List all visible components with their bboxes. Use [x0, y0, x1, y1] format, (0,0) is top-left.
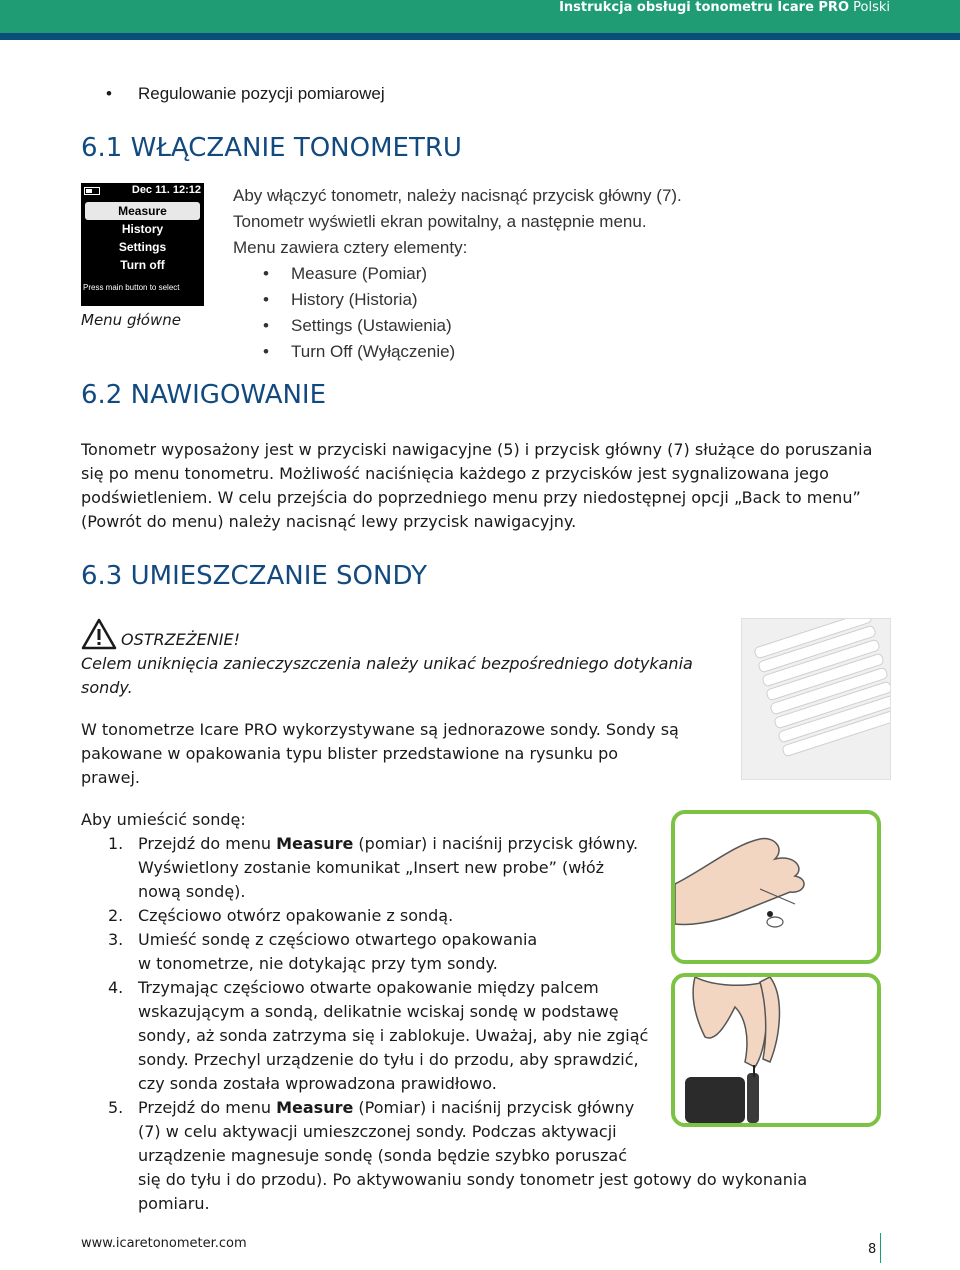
- list-item: • Turn Off (Wyłączenie): [233, 339, 682, 365]
- device-menu-item: Settings: [118, 240, 167, 254]
- step-number: 4.: [108, 978, 124, 997]
- warning-label: OSTRZEŻENIE!: [121, 630, 240, 649]
- hand-illustration-1: [675, 814, 877, 960]
- page-number: 8: [868, 1242, 877, 1257]
- section-6-2-heading: 6.2 NAWIGOWANIE: [81, 380, 327, 410]
- header-stripe: [0, 33, 960, 40]
- step-number: 1.: [108, 834, 124, 853]
- footer-url[interactable]: www.icaretonometer.com: [81, 1236, 247, 1251]
- step-number: 5.: [108, 1098, 124, 1117]
- step-line: nową sondę).: [138, 882, 246, 901]
- top-bullet: [108, 84, 385, 104]
- section-6-2-text: [81, 438, 872, 534]
- list-item: • Settings (Ustawienia): [233, 313, 682, 339]
- step-line: sondy. Przechyl urządzenie do tyłu i do przodu, aby sprawdzić,: [138, 1050, 639, 1069]
- paragraph-line: podświetleniem. W celu przejścia do poprzedniego menu przy niedostępnej opcji „Back to menu”: [81, 488, 861, 507]
- step-line: Trzymając częściowo otwarte opakowanie między palcem: [138, 978, 599, 997]
- top-bullet-text: Regulowanie pozycji pomiarowej: [138, 84, 385, 103]
- list-item: • History (Historia): [233, 287, 682, 313]
- paragraph-line: pakowane w opakowania typu blister przedstawione na rysunku po: [81, 744, 619, 763]
- hand-opening-package-image: [671, 810, 881, 964]
- step-line: pomiaru.: [138, 1194, 210, 1213]
- device-hint: Press main button to select: [83, 283, 180, 292]
- hand-illustration-2: [675, 977, 877, 1123]
- header-title: [559, 0, 890, 16]
- battery-icon: [84, 187, 100, 195]
- step-line: Wyświetlony zostanie komunikat „Insert new probe” (włóż: [138, 858, 605, 877]
- device-screen-image: [81, 183, 204, 306]
- device-menu-item: Turn off: [120, 258, 165, 272]
- hand-inserting-probe-image: [671, 973, 881, 1127]
- step-line: w tonometrze, nie dotykając przy tym sondy.: [138, 954, 498, 973]
- step-number: 2.: [108, 906, 124, 925]
- step-number: 3.: [108, 930, 124, 949]
- step-line: się do tyłu i do przodu). Po aktywowaniu sondy tonometr jest gotowy do wykonania: [138, 1170, 808, 1189]
- warning-text: [81, 652, 701, 700]
- blister-pack-image: [741, 618, 891, 780]
- paragraph-line: (Powrót do menu) należy nacisnąć lewy przycisk nawigacyjny.: [81, 512, 577, 531]
- step-line: Częściowo otwórz opakowanie z sondą.: [138, 906, 454, 925]
- step-line: urządzenie magnesuje sondę (sonda będzie szybko poruszać: [138, 1146, 627, 1165]
- device-menu: [83, 202, 202, 274]
- step-line: wskazującym a sondą, delikatnie wciskaj sondę w podstawę: [138, 1002, 619, 1021]
- intro-line: Tonometr wyświetli ekran powitalny, a następnie menu.: [233, 212, 647, 231]
- paragraph-line: W tonometrze Icare PRO wykorzystywane są jednorazowe sondy. Sondy są: [81, 720, 679, 739]
- step-line: Przejdź do menu Measure (pomiar) i naciśnij przycisk główny.: [138, 834, 639, 853]
- step-line: Umieść sondę z częściowo otwartego opakowania: [138, 930, 538, 949]
- list-item: • Measure (Pomiar): [233, 261, 682, 287]
- image-caption: Menu główne: [81, 311, 181, 329]
- steps-intro: Aby umieścić sondę:: [81, 810, 246, 829]
- step-line: Przejdź do menu Measure (Pomiar) i naciśnij przycisk główny: [138, 1098, 635, 1117]
- intro-line: Aby włączyć tonometr, należy nacisnąć przycisk główny (7).: [233, 186, 682, 205]
- paragraph-line: Tonometr wyposażony jest w przyciski nawigacyjne (5) i przycisk główny (7) służące do poruszania: [81, 440, 873, 459]
- footer-divider: [880, 1233, 881, 1263]
- paragraph-line: prawej.: [81, 768, 140, 787]
- warning-line: Celem uniknięcia zanieczyszczenia należy unikać bezpośredniego dotykania: [81, 654, 693, 673]
- step-line: sondy, aż sonda zatrzyma się i zablokuje. Uważaj, aby nie zgiąć: [138, 1026, 649, 1045]
- menu-items-list: [233, 261, 682, 365]
- device-date: Dec 11. 12:12: [131, 184, 201, 196]
- step-line: czy sonda została wprowadzona prawidłowo.: [138, 1074, 497, 1093]
- section-6-1-text: [233, 183, 682, 365]
- header-title-lang: Polski: [853, 0, 890, 15]
- warning-line: sondy.: [81, 678, 133, 697]
- warning-icon: [81, 618, 117, 650]
- device-menu-item: Measure: [85, 202, 200, 220]
- header-title-main: Instrukcja obsługi tonometru Icare PRO: [559, 0, 849, 15]
- step-line: (7) w celu aktywacji umieszczonej sondy. Podczas aktywacji: [138, 1122, 617, 1141]
- paragraph-line: się po menu tonometru. Możliwość naciśnięcia każdego z przycisków jest sygnalizowana jego: [81, 464, 829, 483]
- probe-text: [81, 718, 679, 790]
- device-menu-item: History: [121, 222, 164, 236]
- intro-line: Menu zawiera cztery elementy:: [233, 238, 468, 257]
- section-6-1-heading: 6.1 WŁĄCZANIE TONOMETRU: [81, 133, 462, 163]
- section-6-3-heading: 6.3 UMIESZCZANIE SONDY: [81, 561, 427, 591]
